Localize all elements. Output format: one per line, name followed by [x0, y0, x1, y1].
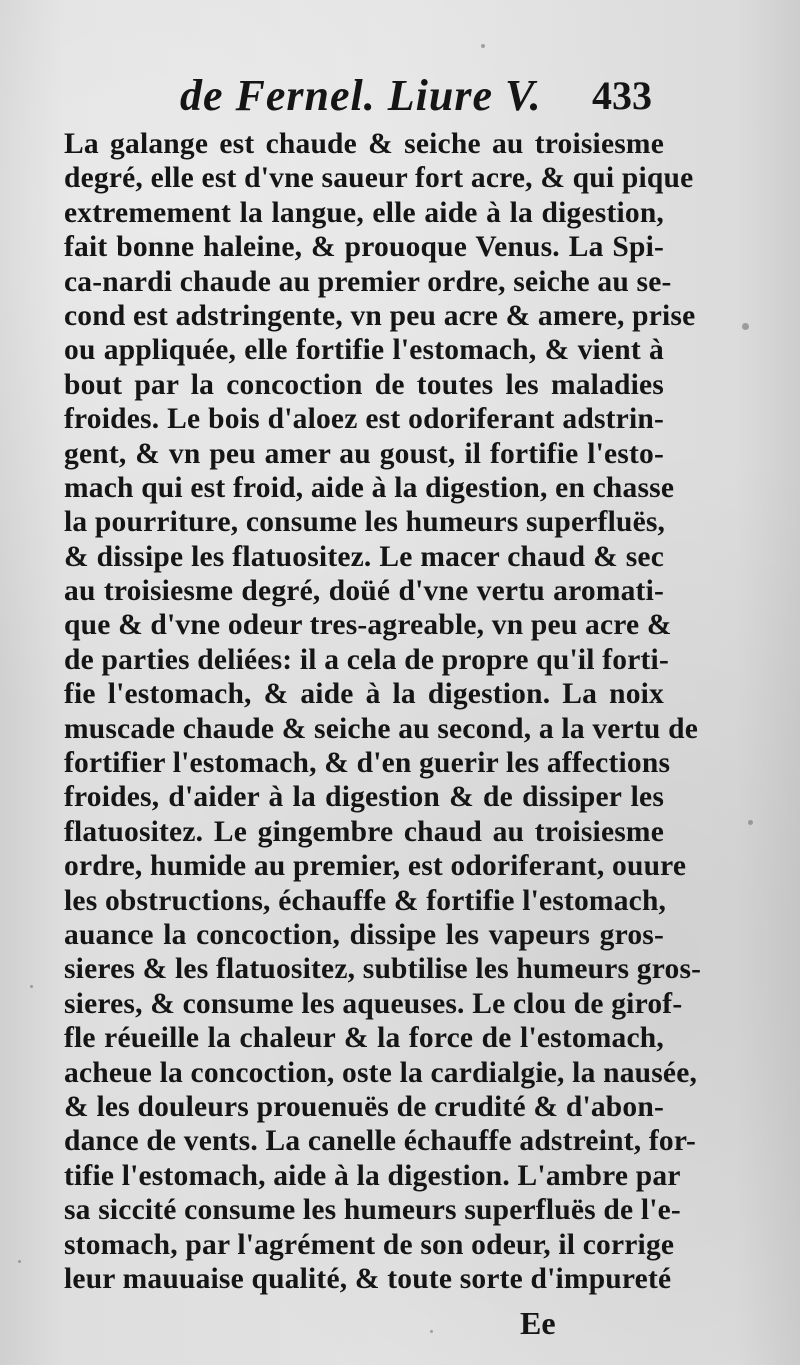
text-line: bout par la concoction de toutes les maladies: [64, 368, 664, 401]
text-line: de parties deliées: il a cela de propre qu'il forti-: [64, 643, 669, 676]
text-line: & dissipe les flatuositez. Le macer chaud & sec: [64, 540, 664, 573]
text-line: froides. Le bois d'aloez est odoriferant adstrin-: [64, 403, 664, 436]
text-line: au troisiesme degré, doüé d'vne vertu aromati-: [64, 575, 664, 608]
page-header: [0, 70, 800, 126]
paper-speck: [481, 44, 485, 48]
text-line: auance la concoction, dissipe les vapeurs gros-: [64, 918, 664, 951]
paper-speck: [30, 985, 33, 988]
text-line: La galange est chaude & seiche au troisiesme: [64, 128, 664, 160]
text-line: sieres, & consume les aqueuses. Le clou de girof-: [64, 987, 683, 1020]
text-line: tifie l'estomach, aide à la digestion. L'ambre par: [64, 1159, 681, 1192]
text-line: degré, elle est d'vne saueur fort acre, & qui pique: [64, 162, 694, 195]
text-line: acheue la concoction, oste la cardialgie, la nausée,: [64, 1056, 698, 1089]
text-line: leur mauuaise qualité, & toute sorte d'impureté: [64, 1262, 672, 1295]
text-line: fle réueille la chaleur & la force de l'estomach,: [64, 1022, 664, 1055]
text-line: cond est adstringente, vn peu acre & amere, prise: [64, 299, 696, 332]
text-line: froides, d'aider à la digestion & de dissiper les: [64, 781, 664, 814]
text-line: fait bonne haleine, & prouoque Venus. La Spi-: [64, 231, 664, 264]
text-line: gent, & vn peu amer au goust, il fortifie l'esto-: [64, 437, 664, 470]
body-text: [64, 127, 702, 1296]
catchword: Ee: [520, 1305, 556, 1341]
text-line: la pourriture, consume les humeurs superfluës,: [64, 506, 666, 539]
text-line: que & d'vne odeur tres-agreable, vn peu acre &: [64, 609, 672, 642]
paper-speck: [18, 1260, 21, 1263]
page-number: 433: [592, 73, 652, 118]
text-line: stomach, par l'agrément de son odeur, il corrige: [64, 1228, 675, 1261]
text-line: sieres & les flatuositez, subtilise les humeurs gros-: [64, 953, 702, 986]
paper-speck: [742, 323, 749, 330]
text-line: muscade chaude & seiche au second, a la vertu de: [64, 712, 698, 745]
running-head: de Fernel. Liure V.: [180, 71, 542, 120]
text-line: fortifier l'estomach, & d'en guerir les affections: [64, 747, 671, 780]
text-line: mach qui est froid, aide à la digestion, en chasse: [64, 471, 675, 504]
text-line: flatuositez. Le gingembre chaud au troisiesme: [64, 815, 664, 848]
text-line: ordre, humide au premier, est odoriferant, ouure: [64, 850, 687, 883]
text-line: fie l'estomach, & aide à la digestion. La noix: [64, 678, 664, 711]
text-line: ca-nardi chaude au premier ordre, seiche au se-: [64, 265, 672, 298]
paper-speck: [748, 820, 753, 825]
text-line: sa siccité consume les humeurs superfluës de l'e-: [64, 1194, 681, 1227]
text-line: ou appliquée, elle fortifie l'estomach, & vient à: [64, 334, 664, 367]
text-line: extremement la langue, elle aide à la digestion,: [64, 196, 664, 229]
text-line: dance de vents. La canelle échauffe adstreint, for-: [64, 1125, 697, 1158]
text-line: les obstructions, échauffe & fortifie l'estomach,: [64, 884, 667, 917]
text-line: & les douleurs prouenuës de crudité & d'abon-: [64, 1090, 664, 1123]
paper-speck: [430, 1330, 433, 1333]
